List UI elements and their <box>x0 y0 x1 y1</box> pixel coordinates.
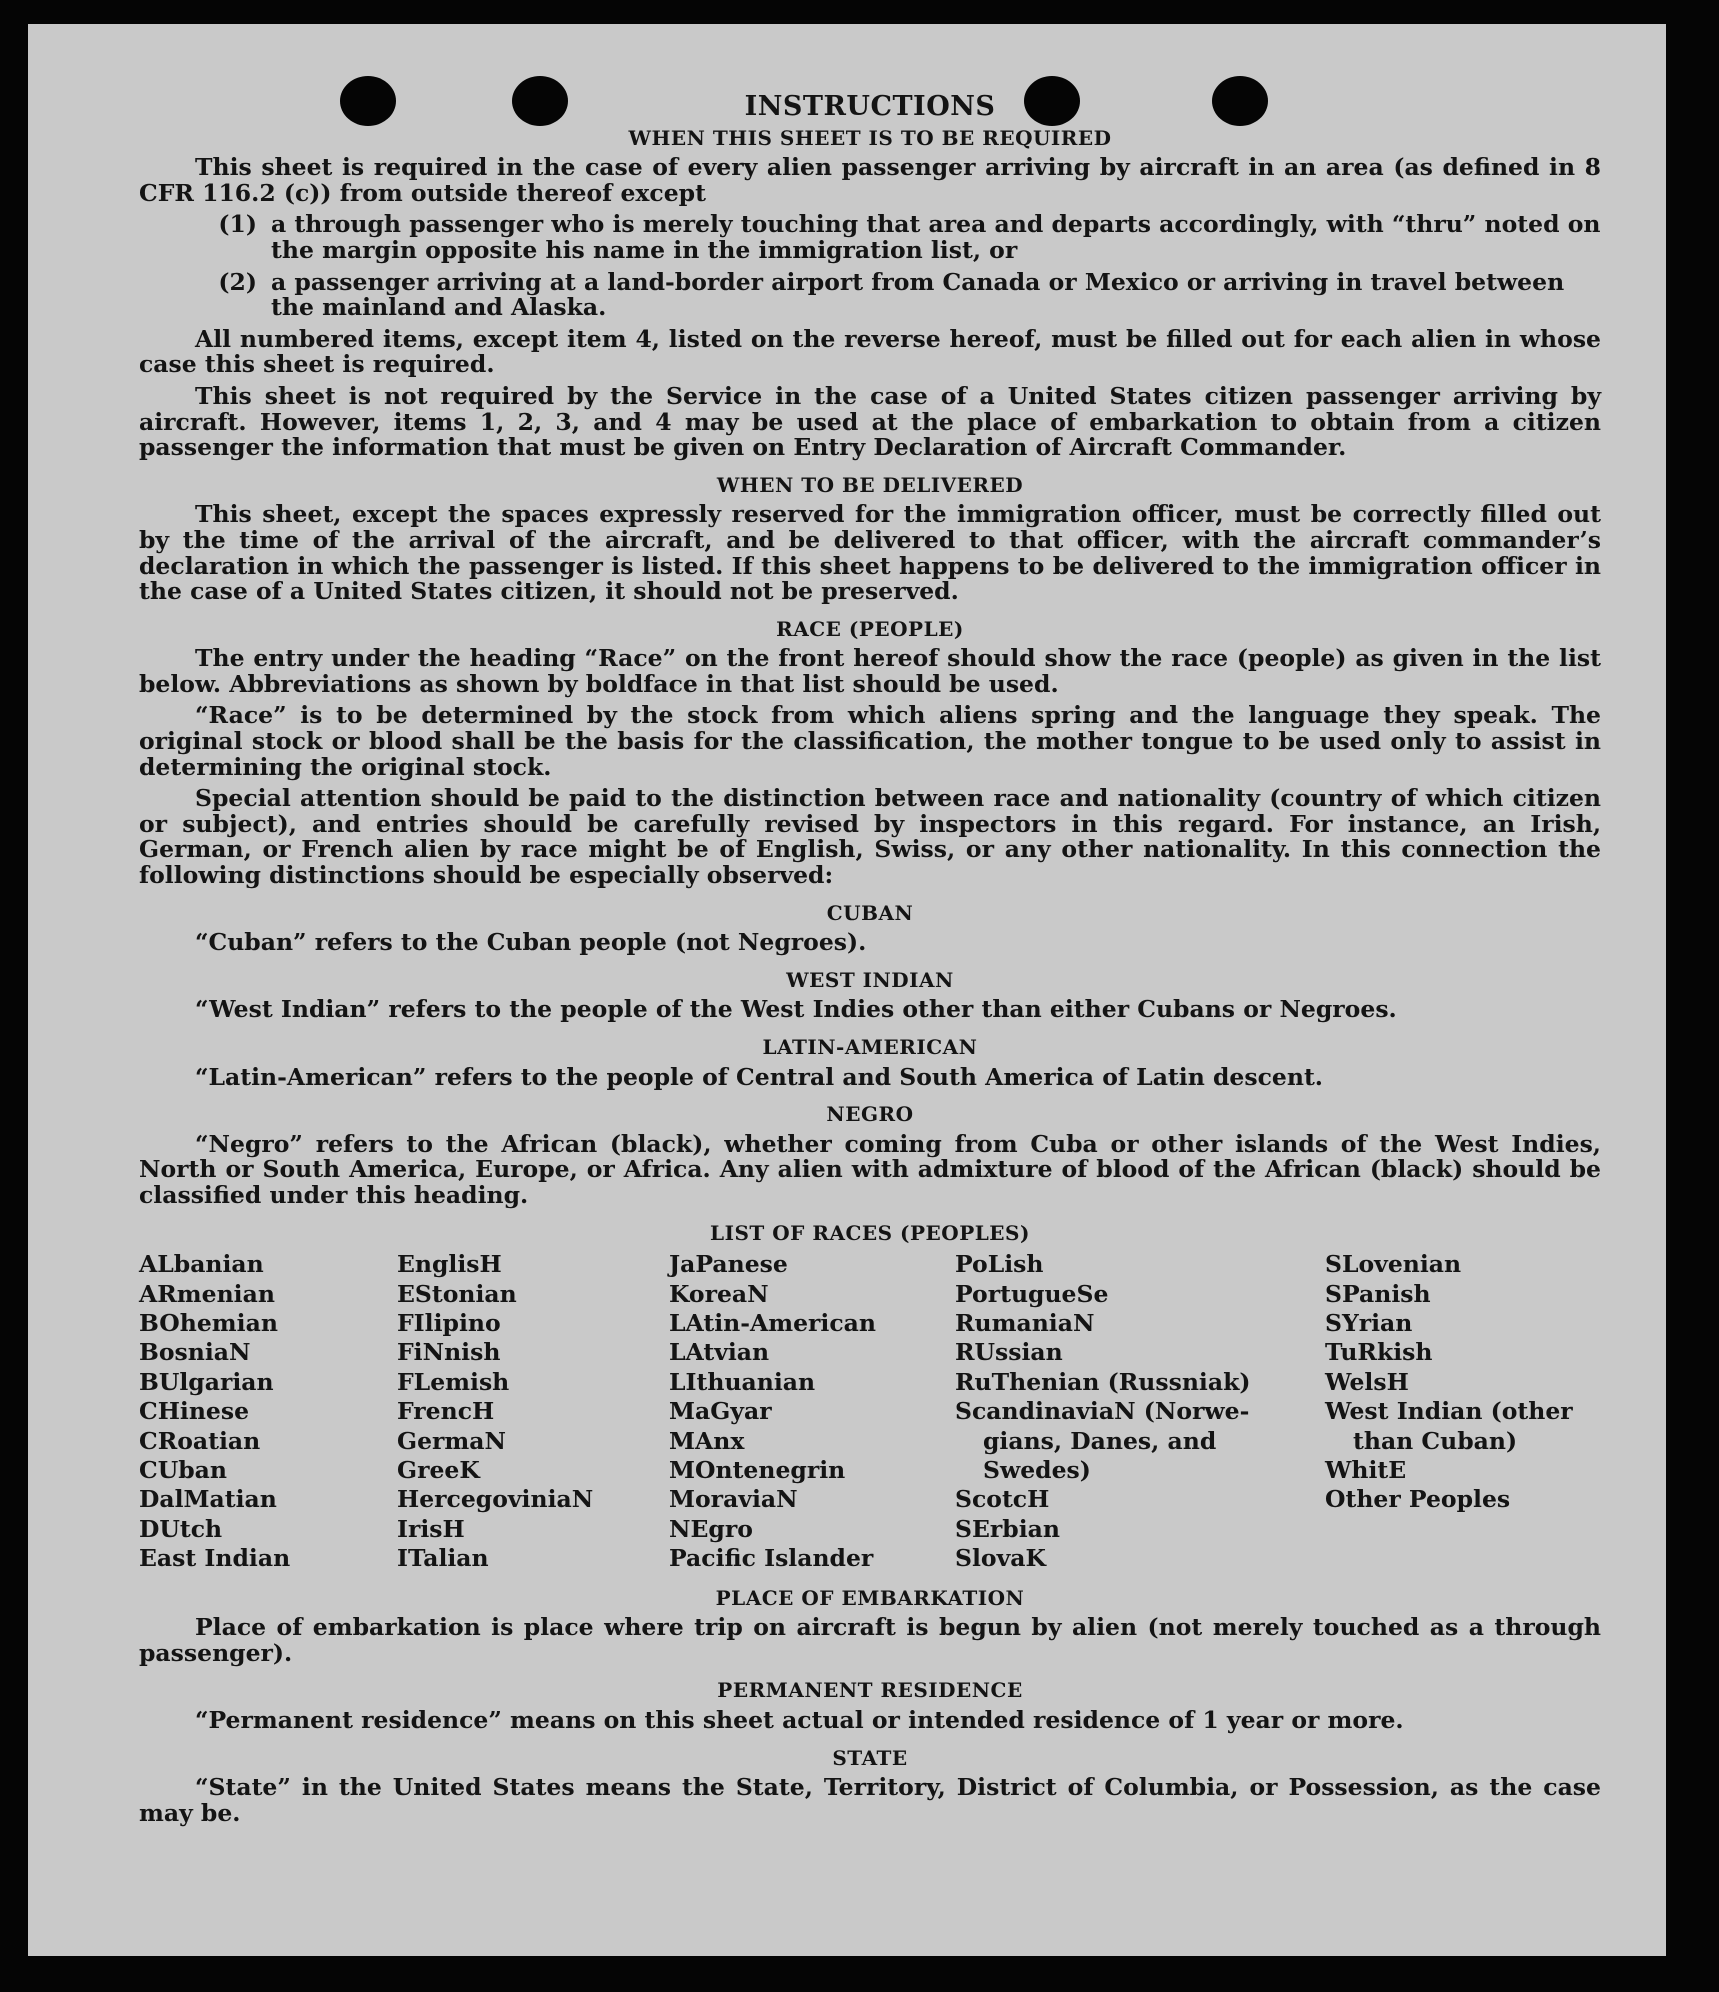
section-heading: RACE (PEOPLE) <box>776 616 964 641</box>
race-entry: FIlipino <box>397 1308 501 1337</box>
race-entry: FiNnish <box>397 1338 501 1367</box>
race-entry: ITalian <box>397 1544 489 1573</box>
paragraph: The entry under the heading “Race” on the front hereof should show the race (people) as given in the list below. Abbreviations as shown by boldface in that list should be used. <box>139 644 1601 698</box>
race-entry: KoreaN <box>669 1279 769 1308</box>
race-entry: GreeK <box>397 1456 480 1484</box>
race-entry: West Indian (other <box>1325 1397 1573 1426</box>
race-entry: TuRkish <box>1325 1338 1433 1367</box>
race-entry: LIthuanian <box>669 1367 816 1396</box>
race-entry: JaPanese <box>669 1250 788 1279</box>
race-column <box>139 1250 397 1573</box>
exception-item <box>139 212 1601 263</box>
section-heading: WEST INDIAN <box>786 967 954 992</box>
race-entry: Swedes) <box>983 1456 1091 1484</box>
race-entry: gians, Danes, and <box>983 1426 1217 1455</box>
race-column <box>669 1250 955 1573</box>
race-entry: ScandinaviaN (Norwe- <box>955 1397 1250 1426</box>
race-column <box>1325 1250 1601 1573</box>
race-entry: FLemish <box>397 1367 510 1396</box>
section-heading: WHEN TO BE DELIVERED <box>716 472 1024 497</box>
paragraph: “Latin-American” refers to the people of Central and South America of Latin descent. <box>195 1062 1323 1091</box>
section-heading: PLACE OF EMBARKATION <box>715 1585 1025 1610</box>
race-entry: ScotcH <box>955 1485 1050 1514</box>
race-entry: MoraviaN <box>669 1485 798 1514</box>
race-entry: Pacific Islander <box>669 1544 874 1573</box>
paragraph: “West Indian” refers to the people of the West Indies other than either Cubans or Negroes. <box>195 995 1397 1024</box>
race-entry: ALbanian <box>139 1250 264 1279</box>
paragraph: “Cuban” refers to the Cuban people (not Negroes). <box>195 928 867 957</box>
race-entry: RumaniaN <box>955 1308 1095 1337</box>
race-entry: EnglisH <box>397 1250 502 1279</box>
paragraph: All numbered items, except item 4, listed on the reverse hereof, must be filled out for each alien in whose case this sheet is required. <box>139 324 1601 379</box>
race-entry: LAtin-American <box>669 1308 876 1337</box>
exception-text: a through passenger who is merely touching that area and departs accordingly, with “thru” noted on the margin opposite his name in the immigration list, or <box>271 210 1601 264</box>
instructions-content <box>139 91 1601 1832</box>
section-heading: LIST OF RACES (PEOPLES) <box>710 1220 1030 1245</box>
race-entry: WelsH <box>1325 1367 1409 1396</box>
race-entry: DalMatian <box>139 1485 277 1514</box>
race-entry: SYrian <box>1325 1308 1413 1337</box>
paragraph: This sheet is not required by the Service in the case of a United States citizen passenger arriving by aircraft. However, items 1, 2, 3, and 4 may be used at the place of embarkation to obtain from a citizen passenger the information that must be given on Entry Declaration of Aircraft Commander. <box>139 381 1601 462</box>
race-entry: CUban <box>139 1456 227 1484</box>
page-title: INSTRUCTIONS <box>744 91 996 122</box>
race-entry: CHinese <box>139 1397 250 1426</box>
race-entry: BOhemian <box>139 1308 278 1337</box>
race-column <box>955 1250 1325 1573</box>
race-entry: SLovenian <box>1325 1250 1462 1279</box>
race-entry: CRoatian <box>139 1426 261 1455</box>
race-entry: WhitE <box>1325 1456 1407 1484</box>
race-entry: Other Peoples <box>1325 1485 1511 1514</box>
race-entry: MOntenegrin <box>669 1456 846 1484</box>
exception-item <box>139 267 1601 322</box>
race-entry: MAnx <box>669 1426 745 1455</box>
race-entry: EStonian <box>397 1279 517 1308</box>
race-entry: RuThenian (Russniak) <box>955 1367 1251 1396</box>
section-heading: LATIN-AMERICAN <box>762 1035 978 1059</box>
race-entry: BUlgarian <box>139 1367 274 1396</box>
race-entry: PoLish <box>955 1250 1044 1279</box>
race-entry: NEgro <box>669 1514 753 1543</box>
section-heading: CUBAN <box>826 900 914 925</box>
race-entry: GermaN <box>397 1426 506 1455</box>
exception-number: (2) <box>218 267 257 296</box>
paragraph: “Permanent residence” means on this sheet actual or intended residence of 1 year or more. <box>195 1706 1404 1734</box>
paragraph: “Negro” refers to the African (black), whether coming from Cuba or other islands of the West Indies, North or South America, Europe, or Africa. Any alien with admixture of blood of the African (black) should be classified under this heading. <box>139 1129 1601 1209</box>
exception-text: a passenger arriving at a land-border airport from Canada or Mexico or arriving in travel between the mainland and Alaska. <box>271 267 1565 322</box>
race-entry: HercegoviniaN <box>397 1485 594 1514</box>
paragraph: “State” in the United States means the State, Territory, District of Columbia, or Possession, as the case may be. <box>139 1773 1601 1827</box>
race-entry: ARmenian <box>139 1279 275 1308</box>
section-heading: WHEN THIS SHEET IS TO BE REQUIRED <box>628 125 1112 150</box>
document-page <box>28 24 1666 1956</box>
section-heading: PERMANENT RESIDENCE <box>717 1678 1023 1703</box>
paragraph: This sheet, except the spaces expressly reserved for the immigration officer, must be correctly filled out by the time of the arrival of the aircraft, and be delivered to that officer, with the aircraft commander’s declaration in which the passenger is listed. If this sheet happens to be delivered to the immigration officer in the case of a United States citizen, it should not be preserved. <box>139 500 1601 606</box>
race-entry: DUtch <box>139 1514 223 1543</box>
race-entry: IrisH <box>397 1514 465 1543</box>
race-entry: PortugueSe <box>955 1279 1109 1308</box>
race-entry: East Indian <box>139 1544 291 1573</box>
race-entry: MaGyar <box>669 1397 772 1426</box>
paragraph: “Race” is to be determined by the stock from which aliens spring and the language they speak. The original stock or blood shall be the basis for the classification, the mother tongue to be used only to assist in determining the original stock. <box>139 701 1601 781</box>
paragraph: Place of embarkation is place where trip on aircraft is begun by alien (not merely touched as a through passenger). <box>139 1613 1601 1667</box>
race-entry: SPanish <box>1325 1279 1431 1308</box>
paragraph: This sheet is required in the case of every alien passenger arriving by aircraft in an area (as defined in 8 CFR 116.2 (c)) from outside thereof except <box>139 153 1601 207</box>
paragraph: Special attention should be paid to the distinction between race and nationality (country of which citizen or subject), and entries should be carefully revised by inspectors in this regard. For instance, an Irish, German, or French alien by race might be of English, Swiss, or any other nationality. In this connection the following distinctions should be especially observed: <box>139 784 1601 890</box>
race-entry: SlovaK <box>955 1544 1046 1573</box>
section-heading: NEGRO <box>826 1102 914 1127</box>
race-entry: LAtvian <box>669 1338 770 1367</box>
race-list <box>139 1250 1601 1573</box>
race-entry: FrencH <box>397 1397 495 1426</box>
race-column <box>397 1250 669 1573</box>
race-entry: than Cuban) <box>1353 1426 1518 1455</box>
exception-number: (1) <box>218 210 257 239</box>
race-entry: RUssian <box>955 1338 1063 1367</box>
section-heading: STATE <box>832 1745 908 1770</box>
race-entry: SErbian <box>955 1514 1060 1543</box>
race-entry: BosniaN <box>139 1338 251 1367</box>
